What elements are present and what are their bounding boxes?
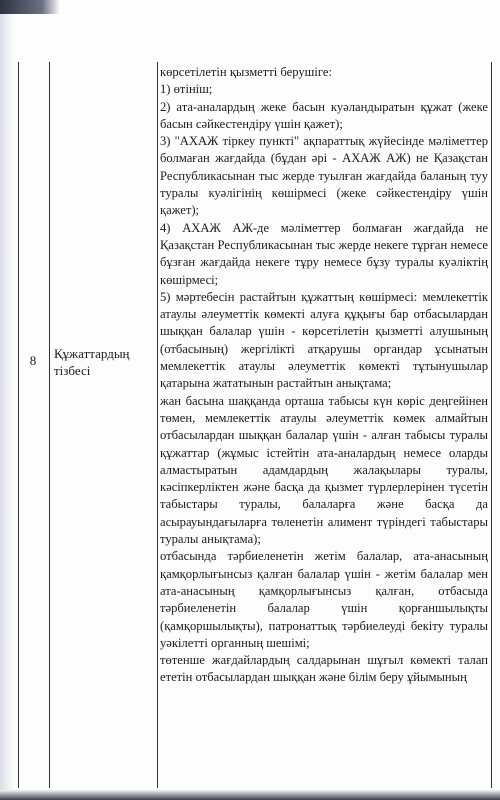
row-name: Құжаттардың тізбесі [54, 346, 130, 378]
scan-corner-shadow [0, 0, 60, 14]
table-column-divider [49, 62, 50, 788]
content-paragraph: жан басына шаққанда орташа табысы күн көріс деңгейінен төмен, мемлекеттік атаулы әлеуметтік көмек алмайтын отбасылардан шыққан балалар үшін - алған табысы туралы құжаттар (жұмыс істейтін ата-аналардың немесе оларды алмастыратын адамдардың жалақылары туралы, кәсіпкерліктен және басқа да қызмет түрлерлерінен түсетін табыстары туралы, балаларға және басқа да асырауындағыларға төленетін алимент түріндегі табыстары туралы анықтама); [160, 393, 488, 547]
content-paragraph: 2) ата-аналардың жеке басын куәландыратын құжат (жеке басын сәйкестендіру үшін қажет); [160, 99, 488, 131]
content-paragraph: көрсетілетін қызметті берушіге: [160, 65, 332, 79]
scan-left-edge [0, 0, 14, 800]
content-paragraph: 3) "АХАЖ тіркеу пункті" ақпараттық жүйесінде мәліметтер болмаған жағдайда (бұдан әрі - АХАЖ АЖ) не Қазақстан Республикасынан тыс жерде туылған жағдайда баланың туу туралы куәлігінің көшірмесі (жеке сәйкестендіру үшін қажет); [160, 134, 488, 218]
content-paragraph: 5) мәртебесін растайтын құжаттың көшірмесі: мемлекеттік атаулы әлеуметтік көмекті алуға құқығы бар отбасылардан шыққан балалар үшін - көрсетілетін қызметті алушының (отбасының) жергілікті атқарушы органдар ұсынатын мемлекеттік атаулы әлеуметтік көмекті тұтынушылар қатарына жататынын растайтын анықтама; [160, 289, 488, 391]
content-paragraph: отбасында тәрбиеленетін жетім балалар, ата-анасының қамқорлығынсыз қалған балалар үшін - жетім балалар мен ата-анасының қамқорлығынсыз қалған, отбасыда тәрбиеленетін балалар үшін қорғаншылықты (қамқоршылықты), патронаттық тәрбиелеуді бекіту туралы уәкілетті органның шешімі; [160, 549, 488, 650]
row-number: 8 [29, 353, 37, 368]
content-paragraph: 4) АХАЖ АЖ-де мәліметтер болмаған жағдайда не Қазақстан Республикасынан тыс жерде некеге тұрған немесе бұзған жағдайда некеге тұру немесе бұзу туралы куәліктің көшірмесі; [160, 220, 488, 287]
scan-bottom-edge [0, 790, 500, 800]
row-content [160, 64, 488, 687]
content-paragraph: 1) өтініш; [160, 82, 213, 97]
content-paragraph: төтенше жағдайлардың салдарынан шұғыл көмекті талап ететін отбасылардан шыққан және білім беру ұйымының [160, 653, 488, 685]
table-column-divider [157, 62, 158, 788]
